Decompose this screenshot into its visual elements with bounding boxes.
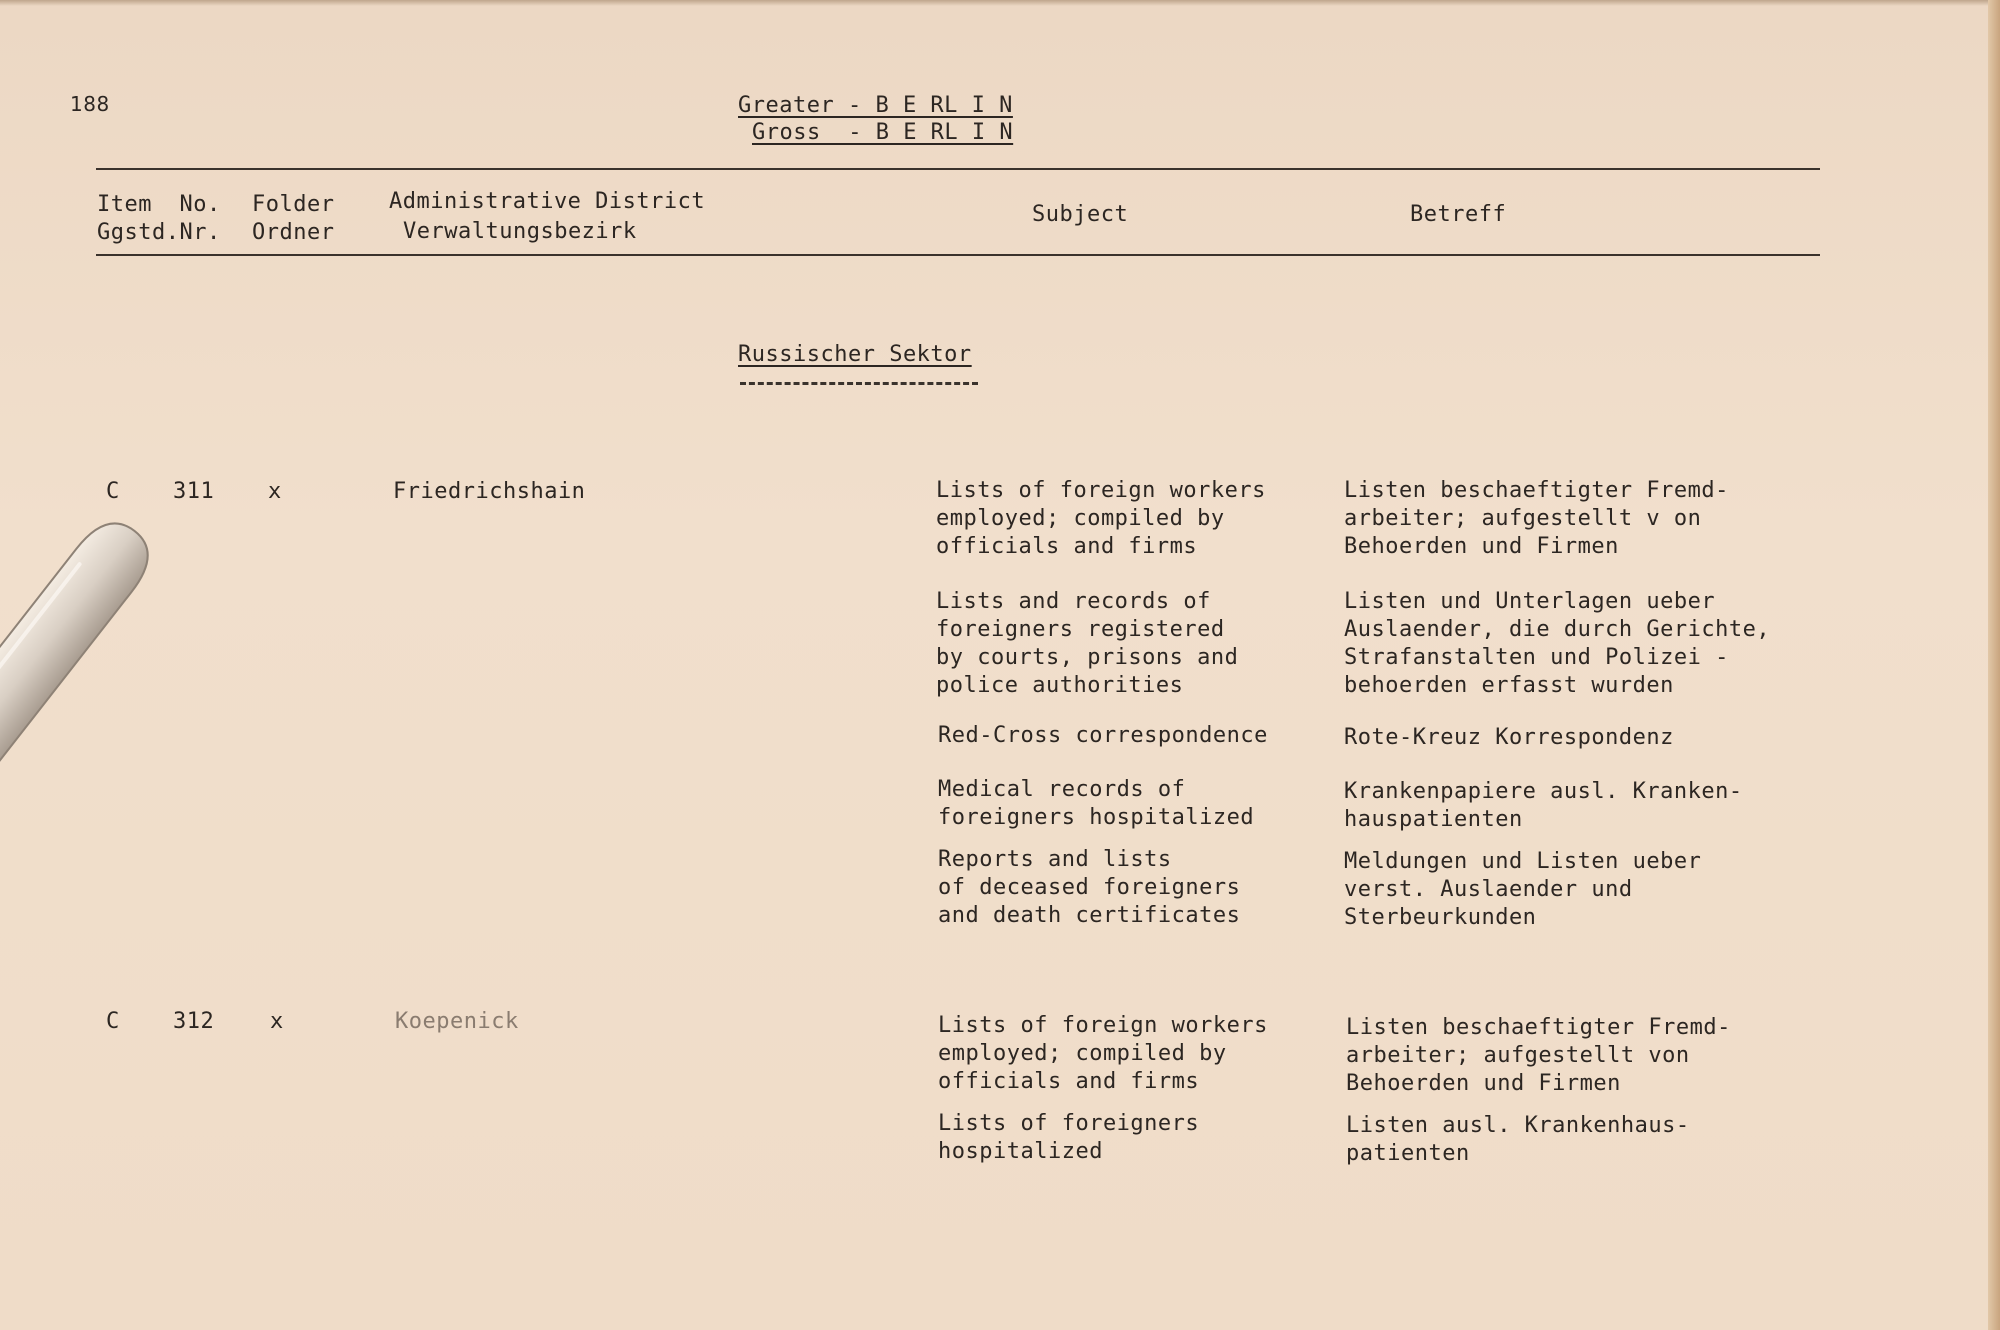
header-folder-en: Folder xyxy=(252,192,335,217)
pen-tip-graphic xyxy=(0,495,176,834)
entry-311-subject-4: Medical records of foreigners hospitalized xyxy=(938,777,1255,830)
entry-311-betreff-2: Listen und Unterlagen ueber Auslaender, die durch Gerichte, Strafanstalten und Polizei - behoerden erfasst wurden xyxy=(1344,589,1771,698)
header-top-rule xyxy=(96,168,1820,170)
entry-312-subject-2: Lists of foreigners hospitalized xyxy=(938,1111,1200,1164)
entry-312-district: Koepenick xyxy=(395,1009,519,1034)
entry-312-betreff-1: Listen beschaeftigter Fremd- arbeiter; aufgestellt von Behoerden und Firmen xyxy=(1346,1015,1731,1096)
header-item-en: Item No. xyxy=(97,192,221,217)
header-item-de: Ggstd.Nr. xyxy=(97,220,221,245)
entry-312-item: C xyxy=(106,1009,120,1034)
binding-edge xyxy=(1988,0,2000,1330)
header-district-de: Verwaltungsbezirk xyxy=(403,219,637,244)
entry-311-folder: x xyxy=(268,479,282,504)
title-english: Greater - B E RL I N xyxy=(738,93,1013,118)
entry-311-betreff-4: Krankenpapiere ausl. Kranken- hauspatienten xyxy=(1344,779,1743,832)
header-district-en: Administrative District xyxy=(389,189,706,214)
entry-311-betreff-5: Meldungen und Listen ueber verst. Auslaender und Sterbeurkunden xyxy=(1344,849,1702,930)
entry-311-subject-3: Red-Cross correspondence xyxy=(938,723,1268,748)
entry-312-number: 312 xyxy=(173,1009,215,1034)
section-title-dashes xyxy=(740,382,978,385)
entry-311-number: 311 xyxy=(173,479,215,504)
entry-312-folder: x xyxy=(270,1009,284,1034)
entry-311-subject-5: Reports and lists of deceased foreigners and death certificates xyxy=(938,847,1241,928)
header-betreff: Betreff xyxy=(1410,202,1507,227)
title-german: Gross - B E RL I N xyxy=(752,120,1014,145)
header-subject: Subject xyxy=(1032,202,1129,227)
entry-311-district: Friedrichshain xyxy=(393,479,586,504)
entry-311-subject-1: Lists of foreign workers employed; compiled by officials and firms xyxy=(936,478,1266,559)
section-title: Russischer Sektor xyxy=(738,342,972,367)
entry-312-subject-1: Lists of foreign workers employed; compiled by officials and firms xyxy=(938,1013,1268,1094)
entry-312-betreff-2: Listen ausl. Krankenhaus- patienten xyxy=(1346,1113,1690,1166)
entry-311-betreff-1: Listen beschaeftigter Fremd- arbeiter; aufgestellt v on Behoerden und Firmen xyxy=(1344,478,1729,559)
entry-311-subject-2: Lists and records of foreigners registered by courts, prisons and police authorities xyxy=(936,589,1239,698)
entry-311-item: C xyxy=(106,479,120,504)
entry-311-betreff-3: Rote-Kreuz Korrespondenz xyxy=(1344,725,1674,750)
page-number: 188 xyxy=(70,92,110,116)
page-top-edge xyxy=(0,0,2000,6)
header-folder-de: Ordner xyxy=(252,220,335,245)
header-bottom-rule xyxy=(96,254,1820,256)
